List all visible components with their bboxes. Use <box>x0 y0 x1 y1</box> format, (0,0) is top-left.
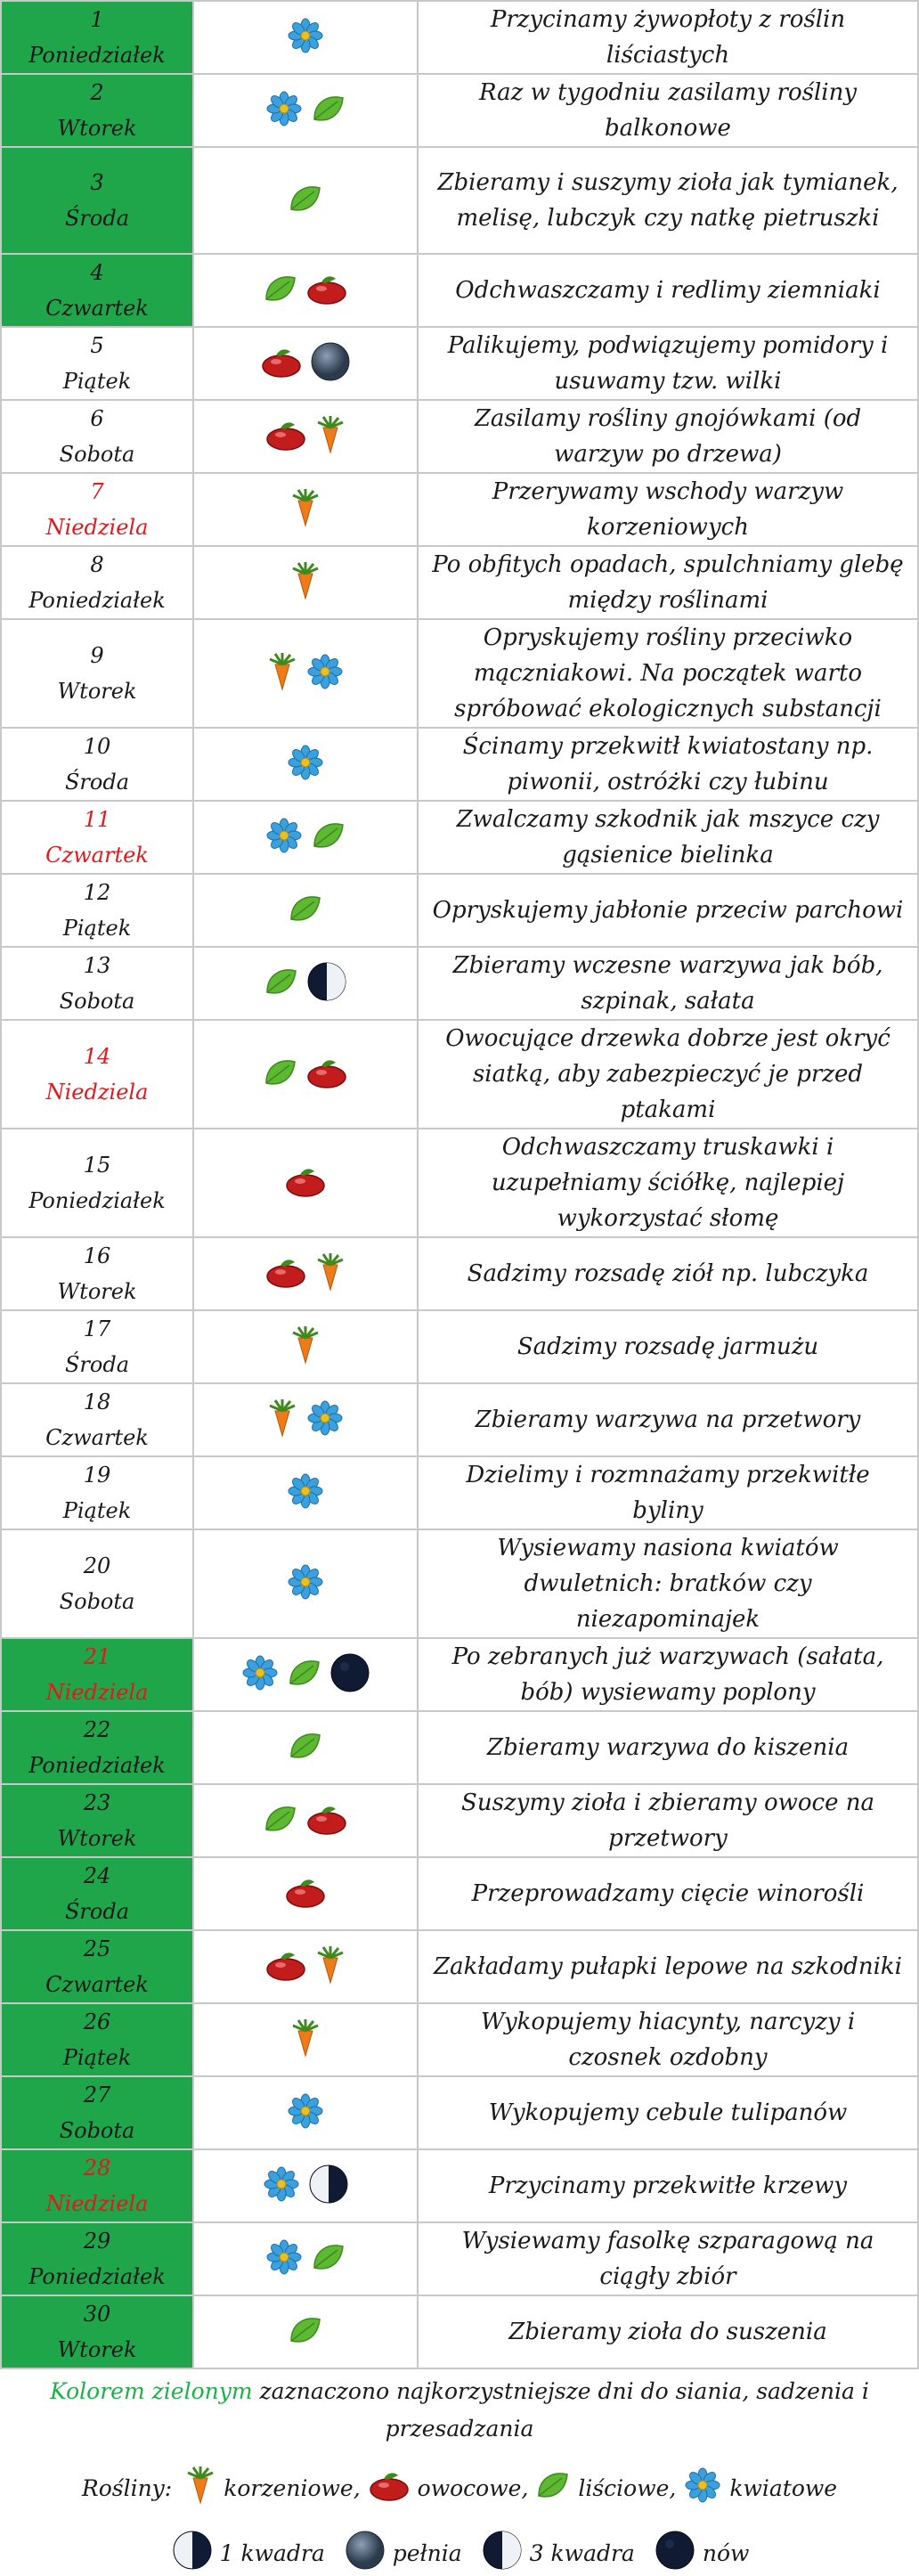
fruit-icon <box>284 1875 327 1912</box>
task-text: Wysiewamy fasolkę szparagową na ciągły zbiór <box>418 2222 918 2295</box>
leaf-icon <box>311 819 346 855</box>
day-number: 30 <box>83 2302 111 2327</box>
table-row <box>1 254 918 327</box>
table-row <box>1 1129 918 1237</box>
table-row <box>1 1 918 74</box>
carrot-icon <box>266 652 298 695</box>
table-row <box>1 1310 918 1383</box>
day-cell <box>1 2295 193 2368</box>
icons-cell <box>193 1711 418 1784</box>
task-text: Odchwaszczamy truskawki i uzupełniamy ściółkę, najlepiej wykorzystać słomę <box>418 1129 918 1237</box>
day-cell <box>1 546 193 619</box>
icons-cell <box>193 1784 418 1857</box>
task-text: Sadzimy rozsadę jarmużu <box>418 1310 918 1383</box>
icons-cell <box>193 1310 418 1383</box>
day-cell <box>1 2222 193 2295</box>
icons-cell <box>193 619 418 728</box>
task-text: Zbieramy warzywa do kiszenia <box>418 1711 918 1784</box>
icons-cell <box>193 1930 418 2003</box>
moon-full-icon <box>345 2530 386 2576</box>
day-name: Czwartek <box>45 1425 149 1450</box>
day-cell <box>1 801 193 874</box>
day-name: Niedziela <box>45 515 149 540</box>
day-cell <box>1 1383 193 1456</box>
day-number: 18 <box>83 1390 111 1414</box>
legend-moon-new: nów <box>702 2539 750 2566</box>
icons-cell <box>193 947 418 1020</box>
icons-cell <box>193 1383 418 1456</box>
leaf-icon <box>288 2314 323 2350</box>
day-number: 25 <box>83 1936 111 1961</box>
fruit-icon <box>305 1056 348 1093</box>
task-text: Wysiewamy nasiona kwiatów dwuletnich: bratków czy niezapominajek <box>418 1529 918 1638</box>
flower-icon <box>286 1473 325 1512</box>
day-cell <box>1 1456 193 1529</box>
fruit-icon <box>368 2468 411 2507</box>
day-cell <box>1 2149 193 2222</box>
day-number: 17 <box>83 1317 111 1341</box>
task-text: Zwalczamy szkodnik jak mszyce czy gąsienice bielinka <box>418 801 918 874</box>
icons-cell <box>193 254 418 327</box>
table-row <box>1 801 918 874</box>
day-cell <box>1 1784 193 1857</box>
icons-cell <box>193 874 418 947</box>
moon-new-icon <box>655 2530 695 2576</box>
icons-cell <box>193 1129 418 1237</box>
leaf-icon <box>287 1657 322 1692</box>
day-name: Sobota <box>59 1589 135 1614</box>
fruit-icon <box>305 1802 348 1839</box>
day-number: 26 <box>83 2009 111 2034</box>
moon-first-quarter-icon <box>308 2164 349 2208</box>
day-cell <box>1 2003 193 2076</box>
task-text: Raz w tygodniu zasilamy rośliny balkonowe <box>418 74 918 147</box>
task-text: Suszymy zioła i zbieramy owoce na przetwory <box>418 1784 918 1857</box>
moon-third-quarter-icon <box>306 961 347 1006</box>
carrot-icon <box>289 488 321 531</box>
icons-cell <box>193 2222 418 2295</box>
task-text: Po obfitych opadach, spulchniamy glebę między roślinami <box>418 546 918 619</box>
day-name: Wtorek <box>57 1826 137 1851</box>
carrot-icon <box>314 415 346 458</box>
day-name: Sobota <box>59 2118 135 2143</box>
icons-cell <box>193 2076 418 2149</box>
day-number: 27 <box>83 2083 111 2107</box>
flower-icon <box>286 745 325 784</box>
task-text: Sadzimy rozsadę ziół np. lubczyka <box>418 1237 918 1310</box>
flower-icon <box>305 654 345 693</box>
day-name: Piątek <box>62 916 132 941</box>
day-cell <box>1 1 193 74</box>
table-row <box>1 1711 918 1784</box>
icons-cell <box>193 728 418 801</box>
icons-cell <box>193 327 418 400</box>
legend-green-label: Kolorem zielonym <box>50 2378 253 2404</box>
icons-cell <box>193 2003 418 2076</box>
day-number: 12 <box>83 880 111 905</box>
table-row <box>1 1456 918 1529</box>
task-text: Zbieramy wczesne warzywa jak bób, szpinak, sałata <box>418 947 918 1020</box>
day-cell <box>1 1129 193 1237</box>
day-name: Piątek <box>62 1498 132 1523</box>
day-cell <box>1 1237 193 1310</box>
flower-icon <box>264 2239 304 2278</box>
task-text: Wykopujemy hiacynty, narcyzy i czosnek ozdobny <box>418 2003 918 2076</box>
leaf-icon <box>288 1730 323 1765</box>
day-number: 24 <box>83 1863 111 1888</box>
task-text: Zbieramy zioła do suszenia <box>418 2295 918 2368</box>
table-row <box>1 473 918 546</box>
task-text: Przycinamy przekwitłe krzewy <box>418 2149 918 2222</box>
day-number: 13 <box>83 953 111 978</box>
day-cell <box>1 74 193 147</box>
day-name: Poniedziałek <box>28 1188 166 1213</box>
legend-leaf: liściowe, <box>578 2474 677 2501</box>
day-number: 1 <box>90 7 104 32</box>
day-cell <box>1 1529 193 1638</box>
day-number: 14 <box>83 1044 111 1069</box>
day-number: 21 <box>83 1644 111 1669</box>
legend-flower: kwiatowe <box>729 2474 838 2501</box>
day-cell <box>1 327 193 400</box>
day-name: Niedziela <box>45 2191 149 2216</box>
day-name: Poniedziałek <box>28 43 166 68</box>
day-cell <box>1 1310 193 1383</box>
day-name: Piątek <box>62 369 132 394</box>
day-name: Poniedziałek <box>28 1753 166 1778</box>
carrot-icon <box>289 1325 321 1368</box>
day-cell <box>1 147 193 254</box>
task-text: Zakładamy pułapki lepowe na szkodniki <box>418 1930 918 2003</box>
moon-full-icon <box>310 341 351 386</box>
flower-icon <box>286 18 325 57</box>
task-text: Przerywamy wschody warzyw korzeniowych <box>418 473 918 546</box>
day-name: Wtorek <box>57 679 137 704</box>
day-number: 5 <box>90 333 104 358</box>
moon-third-quarter-icon <box>482 2530 523 2576</box>
icons-cell <box>193 1857 418 1930</box>
day-number: 15 <box>83 1153 111 1178</box>
leaf-icon <box>263 273 298 308</box>
legend-green-rest: zaznaczono najkorzystniejsze dni do siania, sadzenia i przesadzania <box>252 2378 869 2441</box>
table-row <box>1 2076 918 2149</box>
leaf-icon <box>263 1056 298 1092</box>
table-row <box>1 1020 918 1129</box>
day-name: Wtorek <box>57 1279 137 1304</box>
icons-cell <box>193 1529 418 1638</box>
carrot-icon <box>289 561 321 604</box>
icons-cell <box>193 2295 418 2368</box>
table-row <box>1 147 918 254</box>
task-text: Opryskujemy rośliny przeciwko mączniakowi. Na początek warto spróbować ekologicznych substancji <box>418 619 918 728</box>
day-name: Sobota <box>59 989 135 1014</box>
task-text: Zbieramy warzywa na przetwory <box>418 1383 918 1456</box>
day-name: Wtorek <box>57 2337 137 2362</box>
icons-cell <box>193 147 418 254</box>
legend-moon <box>0 2530 919 2576</box>
icons-cell <box>193 473 418 546</box>
table-row <box>1 1383 918 1456</box>
task-text: Po zebranych już warzywach (sałata, bób) wysiewamy poplony <box>418 1638 918 1711</box>
day-cell <box>1 400 193 473</box>
leaf-icon <box>535 2469 571 2507</box>
icons-cell <box>193 1237 418 1310</box>
task-text: Zasilamy rośliny gnojówkami (od warzyw po drzewa) <box>418 400 918 473</box>
day-number: 9 <box>90 643 104 668</box>
task-text: Zbieramy i suszymy zioła jak tymianek, melisę, lubczyk czy natkę pietruszki <box>418 147 918 254</box>
day-number: 6 <box>90 406 104 431</box>
day-number: 19 <box>83 1463 111 1488</box>
table-row <box>1 1529 918 1638</box>
day-number: 3 <box>90 170 104 195</box>
day-number: 16 <box>83 1243 111 1268</box>
day-cell <box>1 1711 193 1784</box>
day-number: 2 <box>90 80 104 105</box>
fruit-icon <box>284 1164 327 1202</box>
table-row <box>1 947 918 1020</box>
icons-cell <box>193 1638 418 1711</box>
task-text: Wykopujemy cebule tulipanów <box>418 2076 918 2149</box>
table-row <box>1 728 918 801</box>
table-row <box>1 1857 918 1930</box>
leaf-icon <box>263 1803 298 1838</box>
day-name: Środa <box>64 770 130 795</box>
table-row <box>1 74 918 147</box>
icons-cell <box>193 546 418 619</box>
table-row <box>1 546 918 619</box>
day-cell <box>1 619 193 728</box>
icons-cell <box>193 400 418 473</box>
table-row <box>1 874 918 947</box>
fruit-icon <box>264 1948 307 1985</box>
legend-moon-full: pełnia <box>392 2539 462 2566</box>
carrot-icon <box>314 1252 346 1295</box>
task-text: Przycinamy żywopłoty z roślin liściastych <box>418 1 918 74</box>
icons-cell <box>193 1020 418 1129</box>
task-text: Palikujemy, podwiązujemy pomidory i usuwamy tzw. wilki <box>418 327 918 400</box>
day-cell <box>1 254 193 327</box>
table-row <box>1 1784 918 1857</box>
carrot-icon <box>184 2466 216 2510</box>
legend-plants-label: Rośliny: <box>81 2474 173 2501</box>
day-name: Czwartek <box>45 1972 149 1997</box>
flower-icon <box>305 1400 345 1439</box>
day-name: Wtorek <box>57 116 137 141</box>
day-name: Czwartek <box>45 296 149 321</box>
task-text: Odchwaszczamy i redlimy ziemniaki <box>418 254 918 327</box>
fruit-icon <box>260 345 303 382</box>
icons-cell <box>193 1456 418 1529</box>
fruit-icon <box>264 1255 307 1292</box>
leaf-icon <box>288 893 323 928</box>
flower-icon <box>683 2467 722 2508</box>
day-cell <box>1 1930 193 2003</box>
table-row <box>1 2149 918 2222</box>
day-cell <box>1 728 193 801</box>
task-text: Dzielimy i rozmnażamy przekwitłe byliny <box>418 1456 918 1529</box>
table-row <box>1 2222 918 2295</box>
day-name: Niedziela <box>45 1680 149 1705</box>
leaf-icon <box>311 93 346 128</box>
day-name: Środa <box>64 1899 130 1924</box>
table-row <box>1 2295 918 2368</box>
table-row <box>1 619 918 728</box>
day-number: 28 <box>83 2156 111 2181</box>
moon-first-quarter-icon <box>172 2530 213 2576</box>
fruit-icon <box>264 418 307 455</box>
day-cell <box>1 1638 193 1711</box>
task-text: Ścinamy przekwitł kwiatostany np. piwonii, ostróżki czy łubinu <box>418 728 918 801</box>
flower-icon <box>240 1655 280 1694</box>
moon-new-icon <box>329 1652 370 1697</box>
task-text: Opryskujemy jabłonie przeciw parchowi <box>418 874 918 947</box>
table-row <box>1 327 918 400</box>
day-number: 20 <box>83 1553 111 1578</box>
day-number: 10 <box>83 734 111 759</box>
icons-cell <box>193 2149 418 2222</box>
carrot-icon <box>266 1398 298 1441</box>
fruit-icon <box>305 272 348 309</box>
table-row <box>1 1638 918 1711</box>
day-number: 11 <box>83 807 111 832</box>
flower-icon <box>264 818 304 857</box>
icons-cell <box>193 1 418 74</box>
icons-cell <box>193 801 418 874</box>
leaf-icon <box>311 2241 346 2277</box>
legend-moon-first: 1 kwadra <box>219 2539 325 2566</box>
flower-icon <box>286 2093 325 2132</box>
day-cell <box>1 473 193 546</box>
day-cell <box>1 874 193 947</box>
legend-fruit: owocowe, <box>417 2474 529 2501</box>
legend-root: korzeniowe, <box>224 2474 361 2501</box>
day-name: Poniedziałek <box>28 588 166 613</box>
day-name: Poniedziałek <box>28 2264 166 2289</box>
leaf-icon <box>264 966 299 1001</box>
day-cell <box>1 947 193 1020</box>
flower-icon <box>262 2166 301 2205</box>
day-number: 23 <box>83 1790 111 1815</box>
flower-icon <box>264 91 304 130</box>
carrot-icon <box>289 2018 321 2061</box>
table-row <box>1 1930 918 2003</box>
table-row <box>1 1237 918 1310</box>
day-number: 4 <box>90 260 104 285</box>
day-number: 7 <box>90 479 104 504</box>
legend-plants <box>0 2466 919 2510</box>
legend-note <box>0 2373 919 2448</box>
legend-moon-third: 3 kwadra <box>529 2539 635 2566</box>
day-name: Czwartek <box>45 843 149 868</box>
leaf-icon <box>288 183 323 218</box>
task-text: Przeprowadzamy cięcie winorośli <box>418 1857 918 1930</box>
task-text: Owocujące drzewka dobrze jest okryć siatką, aby zabezpieczyć je przed ptakami <box>418 1020 918 1129</box>
table-row <box>1 2003 918 2076</box>
day-name: Środa <box>64 1352 130 1377</box>
carrot-icon <box>314 1945 346 1988</box>
day-name: Sobota <box>59 442 135 467</box>
day-cell <box>1 1020 193 1129</box>
day-number: 8 <box>90 552 104 577</box>
day-cell <box>1 2076 193 2149</box>
day-name: Środa <box>64 206 130 231</box>
flower-icon <box>286 1564 325 1603</box>
day-name: Piątek <box>62 2045 132 2070</box>
day-number: 22 <box>83 1717 111 1742</box>
day-name: Niedziela <box>45 1080 149 1105</box>
day-number: 29 <box>83 2229 111 2254</box>
icons-cell <box>193 74 418 147</box>
table-row <box>1 400 918 473</box>
day-cell <box>1 1857 193 1930</box>
